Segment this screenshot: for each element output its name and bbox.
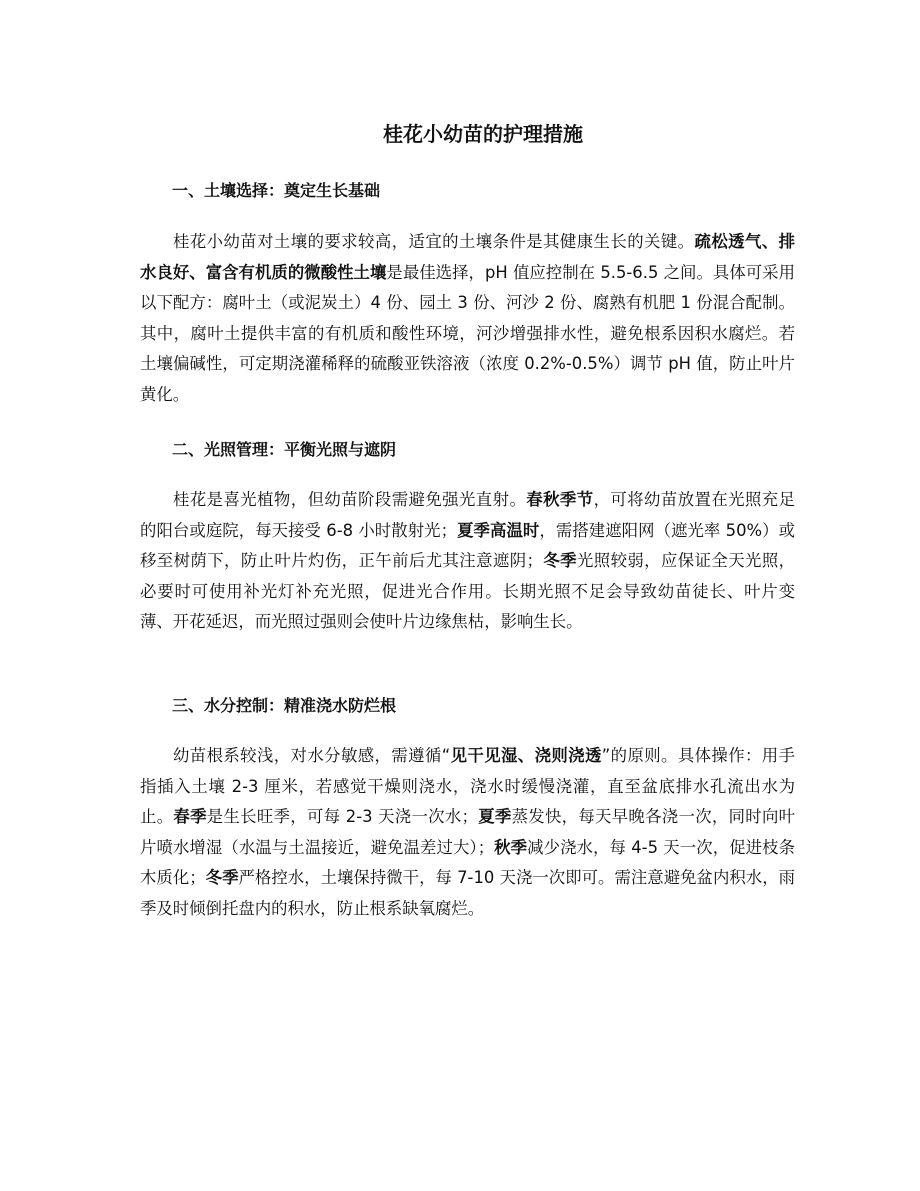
text-run-bold: 冬季 [542, 551, 577, 571]
text-run: 幼苗根系较浅，对水分敏感，需遵循“ [173, 746, 451, 765]
text-run: ，可将幼苗放置在光照充足的阳台或庭院，每天接受 6-8 小时散射光； [140, 490, 796, 540]
text-run: 桂花小幼苗对土壤的要求较高，适宜的土壤条件是其健康生长的关键。 [173, 232, 695, 251]
text-run: 蒸发快，每天早晚各浇一次，同时向叶片喷水增湿（水温与土温接近，避免温差过大）； [140, 807, 796, 857]
text-run-bold: 冬季 [205, 868, 239, 888]
section-paragraph-water [140, 741, 795, 925]
text-run-bold: 秋季 [494, 837, 528, 857]
text-run-bold: 疏松透气、排水良好、富含有机质的微酸性土壤 [140, 232, 796, 282]
text-run: ”的原则。具体操作：用手指插入土壤 2-3 厘米，若感觉干燥则浇水，浇水时缓慢浇灌，直至盆底排水孔流出水为止。 [140, 746, 795, 827]
text-run: 严格控水，土壤保持微干，每 7-10 天浇一次即可。需注意避免盆内积水，雨季及时倾倒托盘内的积水，防止根系缺氧腐烂。 [140, 868, 796, 918]
text-run: 光照较弱，应保证全天光照，必要时可使用补光灯补充光照，促进光合作用。长期光照不足会导致幼苗徒长、叶片变薄、开花延迟，而光照过强则会使叶片边缘焦枯，影响生长。 [140, 551, 796, 632]
text-run: 是生长旺季，可每 2-3 天浇一次水； [206, 807, 478, 827]
text-run: ，需搭建遮阳网（遮光率 50%）或移至树荫下，防止叶片灼伤，正午前后尤其注意遮阴； [140, 520, 796, 571]
text-run-bold: 夏季高温时 [457, 520, 540, 540]
text-run-bold: 春季 [173, 807, 207, 827]
text-run: 是最佳选择，pH 值应控制在 5.5-6.5 之间。具体可采用以下配方：腐叶土（或泥炭土）4 份、园土 3 份、河沙 2 份、腐熟有机肥 1 份混合配制。其中，腐叶土提供丰富的有机质和酸性环境，河沙增强排水性，避免根系因积水腐烂。若土壤偏碱性，可定期浇灌稀释的硫酸亚铁溶液（浓度 0.2%-0.5%）调节 pH 值，防止叶片黄化。 [140, 262, 795, 404]
text-run-bold: 见干见湿、浇则浇透 [450, 746, 602, 765]
section-heading-light: 二、光照管理：平衡光照与遮阴 [172, 440, 397, 459]
text-run-bold: 春秋季节 [526, 490, 594, 509]
section-heading-soil: 一、土壤选择：奠定生长基础 [172, 181, 381, 200]
section-heading-water: 三、水分控制：精准浇水防烂根 [172, 696, 397, 715]
text-run: 减少浇水，每 4-5 天一次，促进枝条木质化； [140, 837, 795, 888]
section-paragraph-soil [140, 227, 795, 411]
document-title: 桂花小幼苗的护理措施 [383, 122, 583, 146]
text-run-bold: 夏季 [477, 807, 512, 827]
section-paragraph-light [140, 485, 795, 638]
text-run: 桂花是喜光植物，但幼苗阶段需避免强光直射。 [173, 490, 527, 509]
